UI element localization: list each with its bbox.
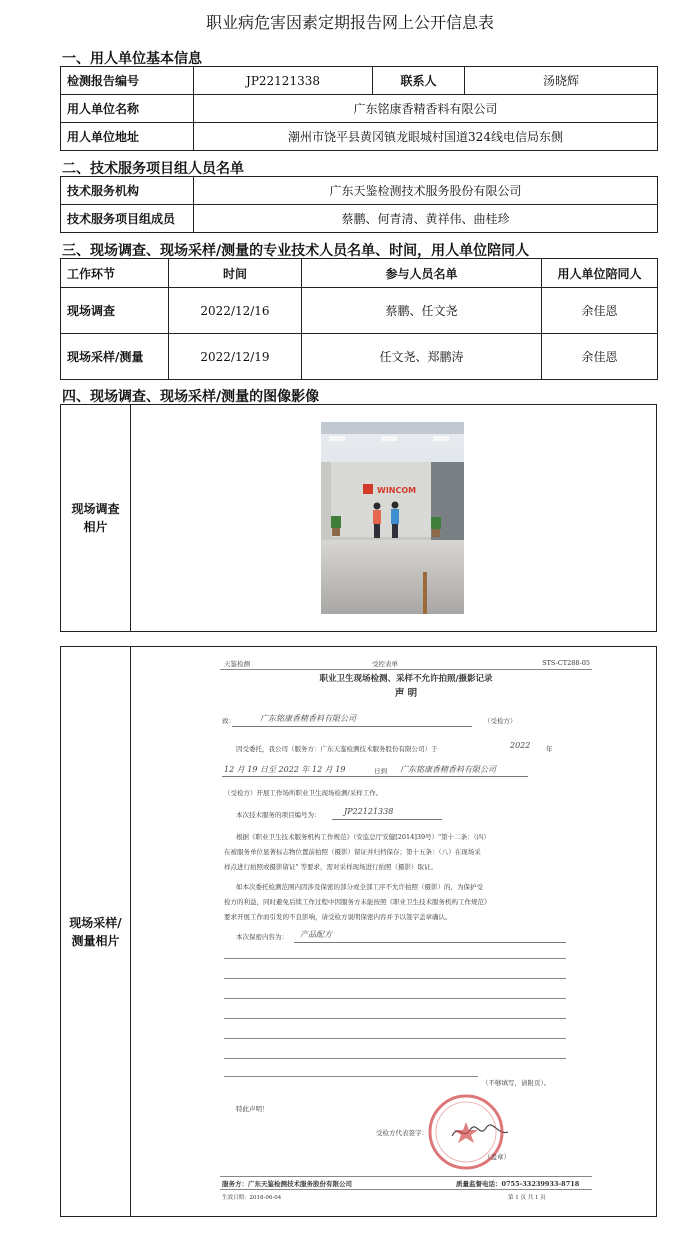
form-header-mid: 受控表单 bbox=[372, 660, 398, 668]
contact-value: 汤晓辉 bbox=[465, 67, 658, 95]
table-row bbox=[61, 334, 658, 380]
form-footer-page: 第 1 页 共 1 页 bbox=[508, 1195, 546, 1201]
site-survey-photo-label: 现场调查 相片 bbox=[61, 405, 131, 631]
company-name-value: 广东铭康香精香料有限公司 bbox=[194, 95, 658, 123]
site-survey-photo-panel bbox=[60, 404, 657, 632]
form-header-right: STS-CT288-05 bbox=[542, 659, 590, 667]
company-address-value: 潮州市饶平县黄冈镇龙眼城村国道324线电信局东侧 bbox=[194, 123, 658, 151]
form-para-7: 本次保密内容为： bbox=[236, 933, 288, 941]
form-company-handwriting: 广东铭康香精香料有限公司 bbox=[400, 765, 496, 774]
form-para-5c: 样点进行拍照或摄影留证" 等要求，需对采样现场进行拍照（摄影）取证。 bbox=[224, 863, 438, 871]
form-para-6c: 要求开展工作而引发的不良影响，请受检方说明保密内容并予以签字盖章确认。 bbox=[224, 913, 452, 921]
form-to-handwriting: 广东铭康香精香料有限公司 bbox=[260, 714, 356, 723]
scanned-statement-form bbox=[220, 656, 592, 1208]
service-org-label: 技术服务机构 bbox=[61, 177, 194, 205]
row-date: 2022/12/19 bbox=[169, 334, 302, 380]
form-footer-phone: 质量监督电话：0755-33239933-8718 bbox=[456, 1180, 580, 1188]
contact-label: 联系人 bbox=[373, 67, 465, 95]
report-no-value: JP22121338 bbox=[194, 67, 373, 95]
team-members-value: 蔡鹏、何青清、黄祥伟、曲桂珍 bbox=[194, 205, 658, 233]
form-para-6a: 如本次委托检测范围内因涉及保密的部分或全部工序不允许拍照（摄影）的，为保护受 bbox=[236, 883, 483, 891]
service-team-table bbox=[60, 176, 658, 233]
form-rep-label: 受检方代表签字： bbox=[376, 1129, 428, 1137]
col-header-stage: 工作环节 bbox=[61, 259, 169, 288]
row-stage: 现场调查 bbox=[61, 288, 169, 334]
row-people: 蔡鹏、任文尧 bbox=[302, 288, 542, 334]
form-date-handwriting: 12 月 19 日至 2022 年 12 月 19 bbox=[224, 765, 346, 774]
row-stage: 现场采样/测量 bbox=[61, 334, 169, 380]
service-org-value: 广东天鉴检测技术服务股份有限公司 bbox=[194, 177, 658, 205]
form-para-5a: 根据《职业卫生技术服务机构工作规范》（安监总厅安健[2014]39号）"第十二条：（四） bbox=[236, 833, 490, 841]
row-date: 2022/12/16 bbox=[169, 288, 302, 334]
form-para-5b: 在被服务单位显著标志物位置前拍照（摄影）留证并归档保存；第十五条：（八）在现场采 bbox=[224, 848, 481, 856]
form-para-6b: 检方的利益，同时避免后续工作过程中因服务方未能按照《职业卫生技术服务机构工作规范》 bbox=[224, 898, 491, 906]
report-no-label: 检测报告编号 bbox=[61, 67, 194, 95]
form-to-suffix: （受检方） bbox=[484, 717, 517, 725]
form-footer-service: 服务方：广东天鉴检测技术服务股份有限公司 bbox=[222, 1180, 352, 1188]
row-escort: 余佳恩 bbox=[542, 334, 658, 380]
form-header-left: 天鉴检测 bbox=[224, 660, 250, 668]
section2-heading: 二、技术服务项目组人员名单 bbox=[62, 161, 244, 177]
form-date-mid: 日到 bbox=[374, 767, 387, 775]
basic-info-table bbox=[60, 66, 658, 151]
table-row bbox=[61, 288, 658, 334]
col-header-date: 时间 bbox=[169, 259, 302, 288]
form-special: 特此声明！ bbox=[236, 1105, 269, 1113]
form-secret-handwriting: 产品配方 bbox=[300, 930, 332, 939]
site-work-table bbox=[60, 258, 658, 380]
form-para-1: 因受委托，我公司（服务方：广东天鉴检测技术服务股份有限公司）于 bbox=[236, 745, 438, 753]
form-project-no-handwriting: JP22121338 bbox=[344, 807, 394, 816]
form-subtitle: 声 明 bbox=[394, 688, 418, 699]
form-year-suffix: 年 bbox=[546, 745, 553, 753]
wincom-sign: WINCOM bbox=[377, 486, 417, 495]
form-para-4: 本次技术服务的项目编号为： bbox=[236, 811, 321, 819]
form-title: 职业卫生现场检测、采样不允许拍照/摄影记录 bbox=[319, 674, 493, 684]
form-year-handwriting: 2022 bbox=[510, 741, 531, 750]
row-people: 任文尧、郑鹏涛 bbox=[302, 334, 542, 380]
section4-heading: 四、现场调查、现场采样/测量的图像影像 bbox=[62, 389, 320, 405]
team-members-label: 技术服务项目组成员 bbox=[61, 205, 194, 233]
company-name-label: 用人单位名称 bbox=[61, 95, 194, 123]
site-survey-photo bbox=[321, 422, 464, 614]
sampling-photo-label: 现场采样/ 测量相片 bbox=[61, 647, 131, 1216]
page-title: 职业病危害因素定期报告网上公开信息表 bbox=[205, 13, 494, 32]
form-to-label: 致： bbox=[222, 717, 235, 725]
section1-heading: 一、用人单位基本信息 bbox=[62, 51, 202, 67]
form-footer-date: 生效日期：2018-06-04 bbox=[222, 1195, 282, 1201]
form-note: （不够填写，请附页）。 bbox=[482, 1079, 551, 1087]
col-header-escort: 用人单位陪同人 bbox=[542, 259, 658, 288]
row-escort: 余佳恩 bbox=[542, 288, 658, 334]
form-para-3: （受检方）开展工作场所职业卫生现场检测/采样工作。 bbox=[224, 789, 383, 797]
col-header-people: 参与人员名单 bbox=[302, 259, 542, 288]
company-address-label: 用人单位地址 bbox=[61, 123, 194, 151]
section3-heading: 三、现场调查、现场采样/测量的专业技术人员名单、时间，用人单位陪同人 bbox=[62, 243, 530, 259]
form-seal-note: （盖章） bbox=[484, 1153, 510, 1161]
